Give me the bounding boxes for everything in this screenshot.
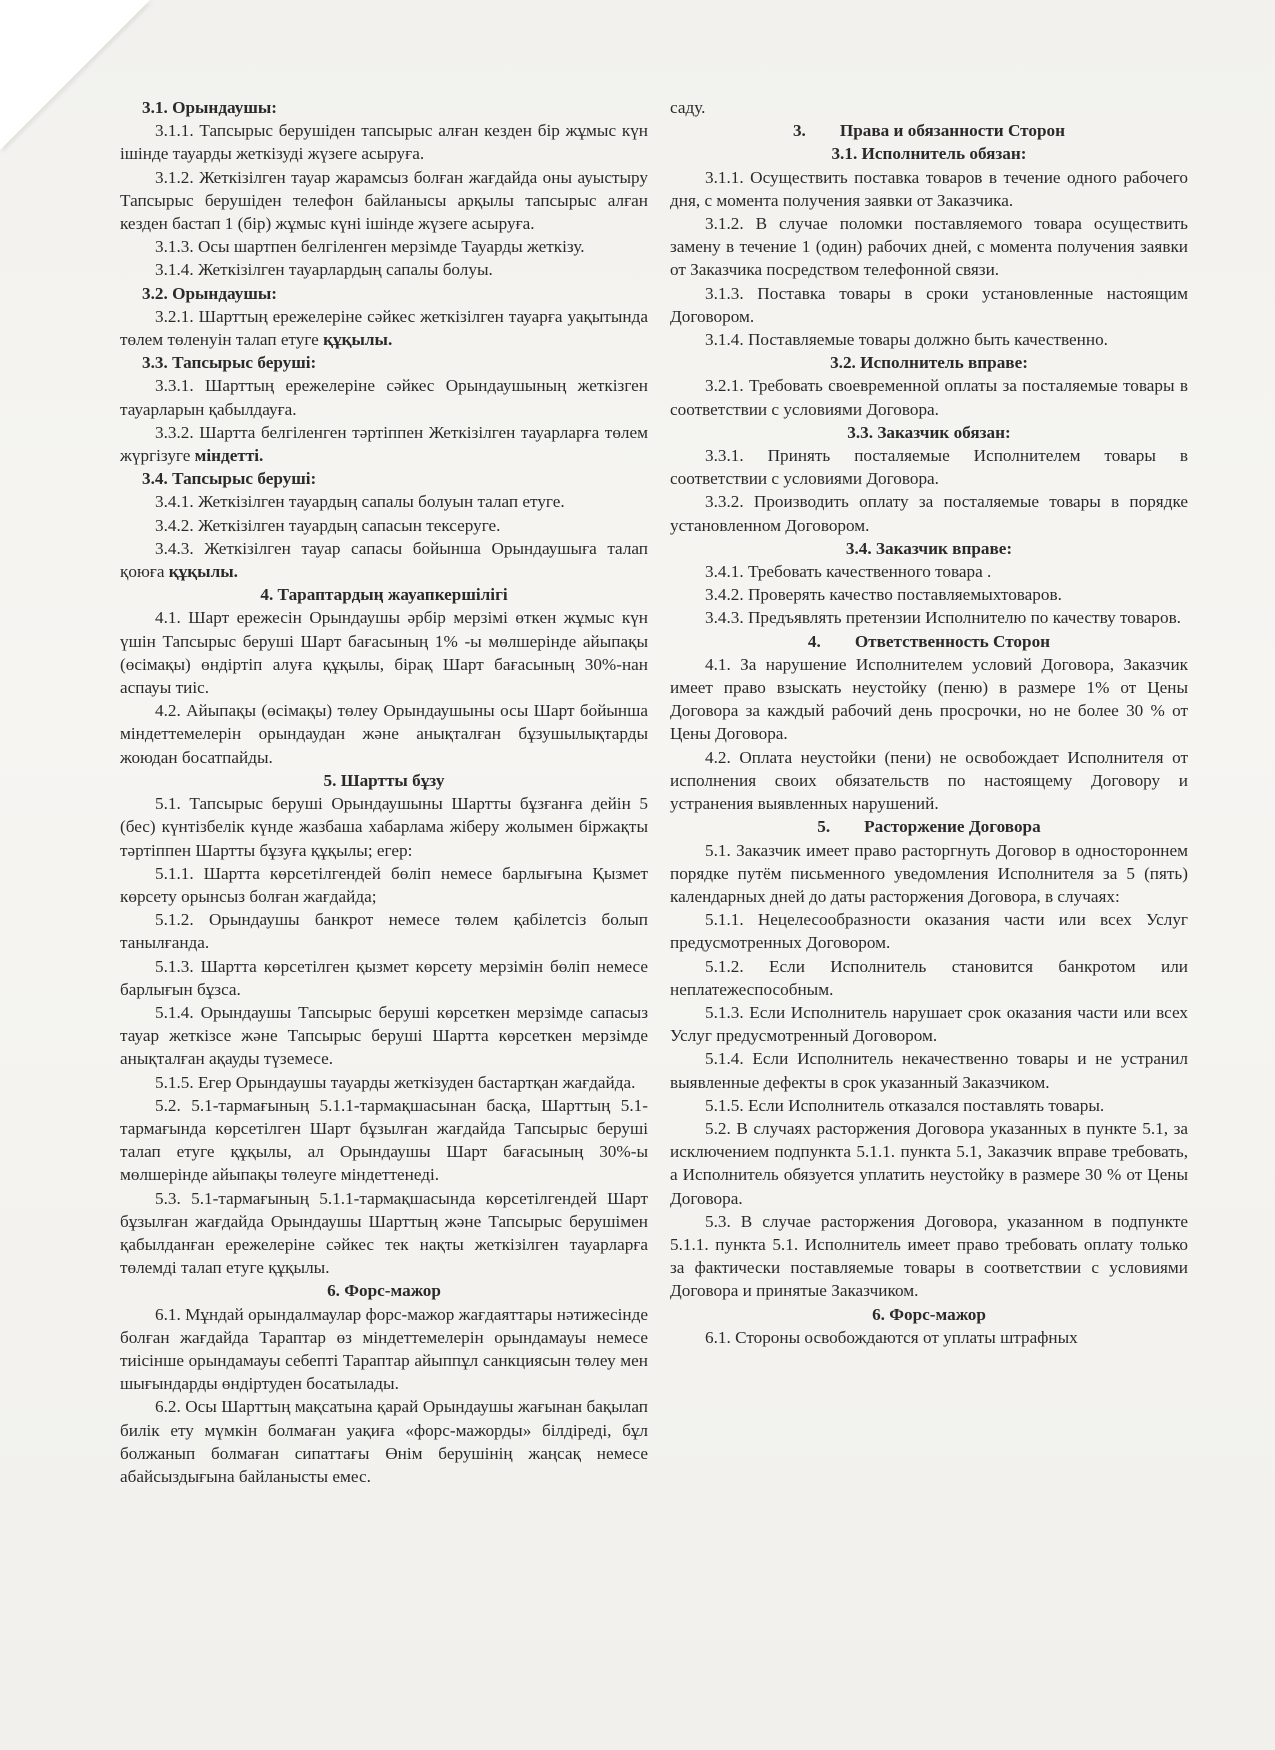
chapter-heading [670,119,1188,142]
section-heading: 3.1. Орындаушы: [142,98,277,117]
paragraph: 5.3. В случае расторжения Договора, указанном в подпункте 5.1.1. пункта 5.1. Исполнитель имеет право требовать оплату только за фактически поставляемые товары в соответствии с условиями Договора и принятые Заказчиком. [670,1211,1188,1301]
paragraph: 3.4.3. Предъявлять претензии Исполнителю по качеству товаров. [705,608,1181,628]
paragraph [120,537,648,583]
paragraph: 5.1.3. Шартта көрсетiлген қызмет көрсету мерзiмiн бөлiп немесе барлығын бұзса. [120,956,648,999]
paragraph: 4.1. Шарт ережесiн Орындаушы әрбiр мерзiмi өткен жұмыс күн үшiн Тапсырыс берушi Шарт бағасының 1% -ы мөлшерiнде айыпақы (өсiмақы) өндiртiп алуға құқылы, бiрақ Шарт бағасының 30%-нан аспауы тиiс. [120,608,648,698]
paragraph: 5.1.3. Если Исполнитель нарушает срок оказания части или всех Услуг предусмотренный Договором. [670,1002,1188,1046]
russian-column [670,96,1188,1349]
paragraph: 5.3. 5.1-тармағының 5.1.1-тармақшасында көрсетiлгендей Шарт бұзылған жағдайда Орындаушы Шарттың және Тапсырыс берушiмен қабылданған ережелерiне сәйкес тек нақты жеткiзiлген тауарларға төлемдi талап етуге құқылы. [120,1188,648,1278]
paragraph: 5.1.5. Егер Орындаушы тауарды жеткiзуден бастартқан жағдайда. [155,1072,636,1092]
paragraph: 3.1.4. Поставляемые товары должно быть качественно. [705,330,1108,350]
paragraph: 3.4.2. Проверять качество поставляемыхтоваров. [705,585,1062,605]
paragraph: 4.2. Оплата неустойки (пени) не освобождает Исполнителя от исполнения своих обязательств по настоящему Договору и устранения выявленных нарушений. [670,747,1188,814]
section-heading: 3.1. Исполнитель обязан: [831,144,1027,164]
paragraph: 3.2.1. Требовать своевременной оплаты за посталяемые товары в соответствии с условиями Договора. [670,376,1188,419]
chapter-number: 5. [817,817,831,837]
paragraph-text: 3.3.2. Шартта белгiленген тәртiппен Жеткiзiлген тауарларға төлем жүргiзуге [120,422,648,466]
paragraph: 3.1.1. Тапсырыс берушiден тапсырыс алған кезден бiр жұмыс күн iшiнде тауарды жеткiзудi жүзеге асыруға. [120,121,648,164]
paragraph: 5.1.1. Нецелесообразности оказания части или всех Услуг предусмотренных Договором. [670,910,1188,953]
paragraph-text: 3.4.3. Жеткiзiлген тауар сапасы бойынша Орындаушыға талап қоюға [120,538,648,582]
paragraph: 5.1. Заказчик имеет право расторгнуть Договор в одностороннем порядке путём письменного уведомления Исполнителя за 5 (пять) календарных дней до даты расторжения Договора, в случаях: [670,840,1188,906]
chapter-heading: 5. Шартты бұзу [323,770,445,790]
paragraph: 5.1.4. Если Исполнитель некачественно товары и не устранил выявленные дефекты в срок указанный Заказчиком. [670,1049,1188,1092]
section-heading: 3.2. Орындаушы: [142,283,277,303]
paragraph-continuation: саду. [670,98,706,117]
kazakh-column [120,96,648,1488]
paragraph: 3.1.2. В случае поломки поставляемого товара осуществить замену в течение 1 (один) рабочих дней, с момента получения заявки от Заказчика посредством телефонной связи. [670,214,1188,280]
chapter-title: Ответственность Сторон [854,631,1051,651]
chapter-number: 4. [807,631,821,651]
section-heading: 3.3. Заказчик обязан: [847,422,1011,442]
paragraph: 4.1. За нарушение Исполнителем условий Договора, Заказчик имеет право взыскать неустойку (пеню) в размере 1% от Цены Договора за каждый рабочий день просрочки, но не более 30 % от Цены Договора. [670,654,1188,744]
chapter-number: 3. [792,121,806,141]
chapter-heading: 6. Форс-мажор [327,1281,441,1301]
paragraph: 5.1.1. Шартта көрсетiлгендей бөлiп немесе барлығына Қызмет көрсету орынсыз болған жағдайда; [120,863,648,906]
paragraph [120,305,648,351]
chapter-heading [670,815,1188,838]
chapter-title: Расторжение Договора [864,817,1041,837]
paragraph: 3.1.3. Осы шартпен белгiленген мерзiмде Тауарды жеткiзу. [155,237,585,257]
paragraph: 6.1. Стороны освобождаются от уплаты штрафных [705,1327,1078,1347]
chapter-heading: 4. Тараптардың жауапкершiлiгi [260,585,508,605]
paragraph: 3.3.1. Шарттың ережелерiне сәйкес Орындаушының жеткiзген тауарларын қабылдауға. [120,376,648,419]
chapter-heading [670,630,1188,653]
paragraph: 5.1. Тапсырыс берушi Орындаушыны Шартты бұзғанға дейiн 5 (бес) күнтiзбелiк күнде жазбаша хабарлама жiберу жолымен бiржақты тәртiппен Шартты бұзуға құқылы; егер: [120,794,648,860]
paragraph: 3.1.2. Жеткiзiлген тауар жарамсыз болған жағдайда оны ауыстыру Тапсырыс берушiден телефон байланысы арқылы тапсырыс алған кезден бастап 1 (бiр) жұмыс күнi iшiнде жүзеге асыруға. [120,167,648,234]
section-heading: 3.4. Заказчик вправе: [845,538,1013,558]
section-heading: 3.2. Исполнитель вправе: [830,353,1028,373]
paragraph: 5.2. 5.1-тармағының 5.1.1-тармақшасынан басқа, Шарттың 5.1-тармағында көрсетiлген Шарт бұзылған жағдайда Тапсырыс берушi талап етуге құқылы, ал Орындаушы Шарт бағасының 30%-ы мөлшерiнде айыпақы төлеуге мiндеттенедi. [120,1095,648,1185]
paragraph-text: 3.2.1. Шарттың ережелерiне сәйкес жеткiзiлген тауарға уақытында төлем төленуiн талап етуге [120,306,648,350]
chapter-title: Права и обязанности Сторон [839,121,1066,141]
chapter-heading: 6. Форс-мажор [872,1304,986,1324]
paragraph: 3.4.2. Жеткiзiлген тауардың сапасын тексеруге. [155,515,501,535]
paragraph: 5.2. В случаях расторжения Договора указанных в пункте 5.1, за исключением подпункта 5.1.1. пункта 5.1, Заказчик вправе требовать, а Исполнитель обязуется уплатить неустойку в размере 30 % от Цены Договора. [670,1118,1188,1208]
bold-term: мiндеттi. [194,446,264,466]
paragraph: 3.3.2. Производить оплату за посталяемые товары в порядке установленном Договором. [670,492,1188,535]
paragraph: 3.1.4. Жеткiзiлген тауарлардың сапалы болуы. [155,260,493,280]
paragraph: 4.2. Айыпақы (өсiмақы) төлеу Орындаушыны осы Шарт бойынша мiндеттемелерiн орындаудан және анықталған бұзушылықтарды жоюдан босатпайды. [120,701,648,767]
section-heading: 3.4. Тапсырыс берушi: [142,469,317,489]
paragraph: 3.3.1. Принять посталяемые Исполнителем товары в соответствии с условиями Договора. [670,446,1188,489]
paragraph: 5.1.5. Если Исполнитель отказался поставлять товары. [705,1095,1105,1115]
paragraph: 5.1.4. Орындаушы Тапсырыс берушi көрсеткен мерзiмде сапасыз тауар жеткiзсе және Тапсырыс берушi Шартта көрсеткен мерзiмде анықталған ақауды түземесе. [120,1002,648,1069]
paragraph: 6.2. Осы Шарттың мақсатына қарай Орындаушы жағынан бақылап билiк ету мүмкiн болмаған уақиға «форс-мажорды» бiлдiредi, бұл болжанып болмаған сипаттағы Өнiм берушiнiң жаңсақ немесе абайсыздығына байланысты емес. [120,1397,648,1486]
bold-term: құқылы. [168,562,238,582]
paragraph: 5.1.2. Если Исполнитель становится банкротом или неплатежеспособным. [670,956,1188,999]
paragraph: 3.1.3. Поставка товары в сроки установленные настоящим Договором. [670,283,1188,326]
paragraph: 5.1.2. Орындаушы банкрот немесе төлем қабiлетсiз болып танылғанда. [120,910,648,953]
paragraph: 6.1. Мұндай орындалмаулар форс-мажор жағдаяттары нәтижесiнде болған жағдайда Тараптар өз мiндеттемелерiн орындамауы немесе тиiсiнше орындамауы себептi Тараптар айыппұл санкциясын төлеу мен шығындарды өндiртуден босатылады. [120,1304,648,1394]
bold-term: құқылы. [323,330,393,350]
paragraph: 3.4.1. Жеткiзiлген тауардың сапалы болуын талап етуге. [155,492,565,512]
section-heading: 3.3. Тапсырыс берушi: [142,353,317,373]
paragraph: 3.1.1. Осуществить поставка товаров в течение одного рабочего дня, с момента получения заявки от Заказчика. [670,167,1188,210]
paragraph: 3.4.1. Требовать качественного товара . [705,562,992,582]
paragraph [120,421,648,467]
